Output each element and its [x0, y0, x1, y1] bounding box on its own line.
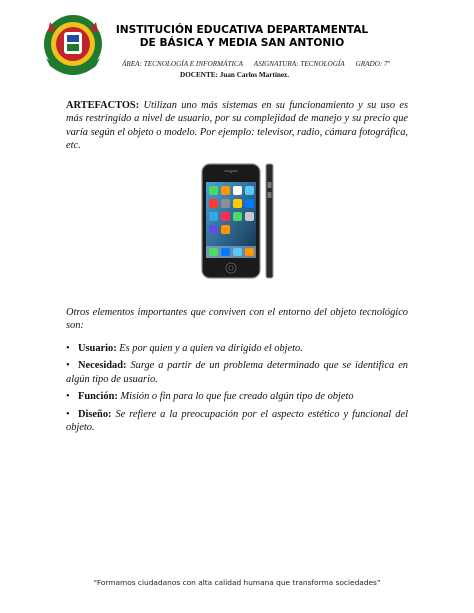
item-text: Se refiere a la preocupación por el aspecto estético y funcional del objeto. [66, 408, 408, 434]
elements-list [66, 342, 408, 438]
list-item [66, 390, 408, 403]
footer-motto: “Formamos ciudadanos con alta calidad humana que transforma sociedades” [93, 578, 381, 587]
item-term: Necesidad: [78, 360, 127, 372]
bullet-icon: • [66, 343, 70, 354]
subject-label: ASIGNATURA: TECNOLOGÍA [253, 60, 345, 68]
list-item [66, 359, 408, 386]
item-term: Usuario: [78, 343, 117, 354]
artefactos-text: Utilizan uno más sistemas en su funcionamiento y su uso es más restringido a nivel de usuario, por su complejidad de manejo y su precio que varía según el objeto o modelo. Por ejemplo: televisor, radio, cámara fotográfica, etc. [66, 100, 408, 152]
bullet-icon: • [66, 360, 70, 372]
artefactos-term: ARTEFACTOS: [66, 100, 140, 111]
school-name [112, 24, 372, 50]
artefactos-paragraph [66, 99, 408, 153]
school-crest-icon [42, 14, 104, 78]
school-name-line2: DE BÁSICA Y MEDIA SAN ANTONIO [139, 37, 345, 49]
bullet-icon: • [66, 408, 70, 420]
item-text: Surge a partir de un problema determinado que se identifica en algún tipo de usuario. [66, 360, 408, 385]
bullet-icon: • [66, 391, 70, 403]
school-name-line1: INSTITUCIÓN EDUCATIVA DEPARTAMENTAL [115, 24, 369, 36]
intro-elements-paragraph: Otros elementos importantes que conviven con el entorno del objeto tecnológico son: [66, 307, 408, 332]
item-term: Diseño: [78, 408, 112, 420]
item-text: Misión o fin para lo que fue creado algún tipo de objeto [120, 391, 354, 403]
list-item [66, 342, 408, 355]
teacher-label: DOCENTE: Juan Carlos Martínez. [180, 71, 290, 79]
area-label: ÁREA: TECNOLOGÍA E INFORMÁTICA [122, 60, 244, 68]
grade-label: GRADO: 7º [355, 60, 390, 68]
item-term: Función: [78, 391, 118, 403]
smartphone-image [178, 162, 296, 280]
item-text: Es por quien y a quien va dirigido el objeto. [119, 343, 303, 354]
subject-info [122, 60, 402, 68]
list-item [66, 408, 408, 435]
